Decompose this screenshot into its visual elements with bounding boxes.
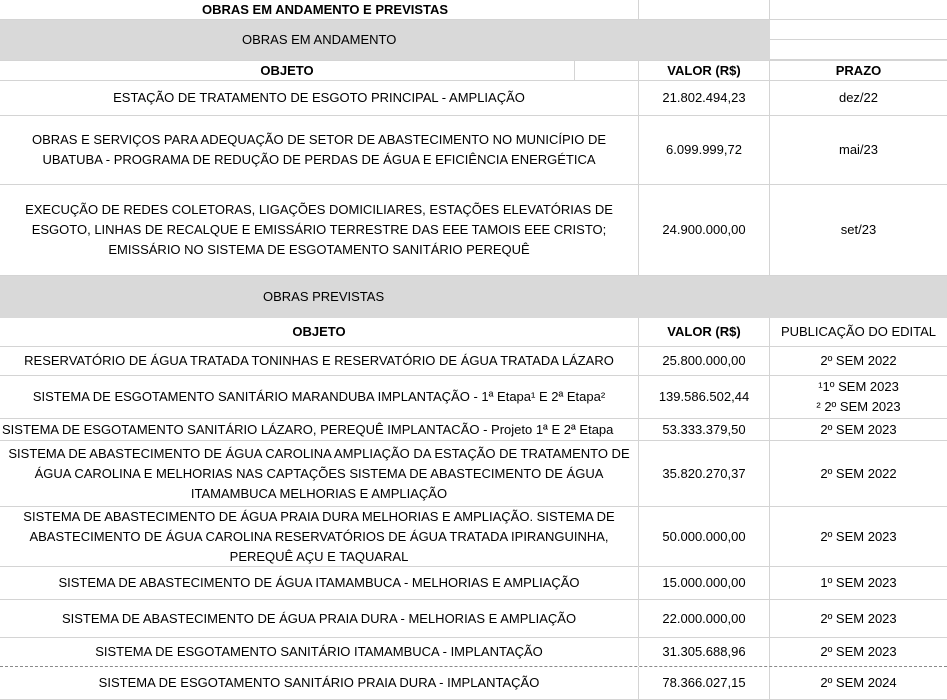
- cell-objeto[interactable]: SISTEMA DE ABASTECIMENTO DE ÁGUA PRAIA DURA - MELHORIAS E AMPLIAÇÃO: [0, 600, 639, 637]
- cell-valor[interactable]: 6.099.999,72: [639, 116, 770, 184]
- cell-valor[interactable]: 78.366.027,15: [639, 667, 770, 699]
- cell-objeto[interactable]: SISTEMA DE ESGOTAMENTO SANITÁRIO PRAIA DURA - IMPLANTAÇÃO: [0, 667, 639, 699]
- table-row: [0, 419, 947, 441]
- cell-publicacao[interactable]: 1º SEM 2023: [820, 575, 897, 590]
- cell-prazo[interactable]: dez/22: [838, 90, 879, 105]
- section-title: OBRAS EM ANDAMENTO: [0, 20, 770, 60]
- cell-publicacao[interactable]: 2º SEM 2023: [820, 644, 897, 659]
- cell-publicacao[interactable]: 2º SEM 2023: [820, 610, 897, 626]
- cell-prazo[interactable]: mai/23: [838, 142, 879, 157]
- table-row: [0, 638, 947, 667]
- table-row: [0, 81, 947, 116]
- table-row: [0, 185, 947, 276]
- cell-objeto[interactable]: SISTEMA DE ABASTECIMENTO DE ÁGUA ITAMAMBUCA - MELHORIAS E AMPLIAÇÃO: [0, 567, 639, 599]
- header-row: [0, 318, 947, 347]
- section-andamento-row: [0, 20, 947, 60]
- empty-cell[interactable]: [575, 61, 639, 80]
- cell-valor[interactable]: 35.820.270,37: [639, 441, 770, 506]
- section-previstas-row: [0, 276, 947, 318]
- cell-publicacao[interactable]: 2º SEM 2024: [820, 675, 897, 690]
- cell-valor[interactable]: 25.800.000,00: [639, 347, 770, 375]
- table-row: [0, 667, 947, 700]
- column-header-objeto: OBJETO: [0, 318, 639, 346]
- column-header-valor: VALOR (R$): [639, 318, 770, 346]
- cell-valor[interactable]: 53.333.379,50: [639, 419, 770, 440]
- cell-valor[interactable]: 15.000.000,00: [639, 567, 770, 599]
- cell-objeto[interactable]: SISTEMA DE ABASTECIMENTO DE ÁGUA CAROLINA AMPLIAÇÃO DA ESTAÇÃO DE TRATAMENTO DE ÁGUA CAROLINA E MELHORIAS NAS CAPTAÇÕES SISTEMA DE ABASTECIMENTO DE ÁGUA ITAMAMBUCA MELHORIAS E AMPLIAÇÃO: [0, 441, 639, 506]
- cell-objeto[interactable]: SISTEMA DE ESGOTAMENTO SANITÁRIO MARANDUBA IMPLANTAÇÃO - 1ª Etapa¹ E 2ª Etapa²: [0, 376, 639, 418]
- cell-objeto[interactable]: SISTEMA DE ABASTECIMENTO DE ÁGUA PRAIA DURA MELHORIAS E AMPLIAÇÃO. SISTEMA DE ABASTECIMENTO DE ÁGUA CAROLINA RESERVATÓRIOS DE ÁGUA TRATADA IPIRANGUINHA, PEREQUÊ AÇU E TAQUARAL: [0, 507, 639, 566]
- table-row: [0, 567, 947, 600]
- column-header-publicacao: PUBLICAÇÃO DO EDITAL: [780, 324, 937, 339]
- cell-valor[interactable]: 139.586.502,44: [639, 376, 770, 418]
- cell-prazo[interactable]: set/23: [840, 222, 877, 237]
- column-header-objeto: OBJETO: [0, 61, 575, 80]
- column-header-prazo: PRAZO: [835, 62, 882, 78]
- table-row: [0, 600, 947, 638]
- cell-objeto[interactable]: ESTAÇÃO DE TRATAMENTO DE ESGOTO PRINCIPAL - AMPLIAÇÃO: [0, 81, 639, 115]
- cell-publicacao[interactable]: 2º SEM 2023: [820, 528, 897, 544]
- header-row: [0, 60, 947, 81]
- cell-objeto[interactable]: SISTEMA DE ESGOTAMENTO SANITÁRIO LÁZARO, PEREQUÊ IMPLANTACÃO - Projeto 1ª E 2ª Etapa: [0, 419, 639, 440]
- cell-valor[interactable]: 50.000.000,00: [639, 507, 770, 566]
- empty-cell[interactable]: [639, 0, 770, 19]
- cell-objeto[interactable]: RESERVATÓRIO DE ÁGUA TRATADA TONINHAS E RESERVATÓRIO DE ÁGUA TRATADA LÁZARO: [0, 347, 639, 375]
- table-row: [0, 507, 947, 567]
- publicacao-etapa-1: ¹1º SEM 2023: [818, 379, 899, 394]
- cell-publicacao[interactable]: 2º SEM 2022: [820, 465, 897, 481]
- column-header-valor: VALOR (R$): [639, 61, 770, 80]
- cell-objeto[interactable]: SISTEMA DE ESGOTAMENTO SANITÁRIO ITAMAMBUCA - IMPLANTAÇÃO: [0, 638, 639, 666]
- table-row: [0, 376, 947, 419]
- table-row: [0, 347, 947, 376]
- cell-objeto[interactable]: EXECUÇÃO DE REDES COLETORAS, LIGAÇÕES DOMICILIARES, ESTAÇÕES ELEVATÓRIAS DE ESGOTO, LINHAS DE RECALQUE E EMISSÁRIO TERRESTRE DAS EEE TAMOIS EEE CRISTO; EMISSÁRIO NO SISTEMA DE ESGOTAMENTO SANITÁRIO PEREQUÊ: [0, 185, 639, 275]
- section-title: OBRAS PREVISTAS: [263, 289, 385, 304]
- publicacao-etapa-2: ² 2º SEM 2023: [816, 399, 901, 414]
- cell-publicacao[interactable]: 2º SEM 2023: [820, 421, 897, 437]
- table-row: [0, 441, 947, 507]
- cell-valor[interactable]: 22.000.000,00: [639, 600, 770, 637]
- cell-valor[interactable]: 24.900.000,00: [639, 185, 770, 275]
- empty-cell[interactable]: [770, 0, 947, 19]
- cell-objeto[interactable]: OBRAS E SERVIÇOS PARA ADEQUAÇÃO DE SETOR DE ABASTECIMENTO NO MUNICÍPIO DE UBATUBA - PROGRAMA DE REDUÇÃO DE PERDAS DE ÁGUA E EFICIÊNCIA ENERGÉTICA: [0, 116, 639, 184]
- gridline: [770, 39, 947, 40]
- cell-valor[interactable]: 21.802.494,23: [639, 81, 770, 115]
- cell-valor[interactable]: 31.305.688,96: [639, 638, 770, 666]
- title-row: [0, 0, 947, 20]
- table-row: [0, 116, 947, 185]
- sheet-title: OBRAS EM ANDAMENTO E PREVISTAS: [0, 0, 639, 19]
- cell-publicacao[interactable]: [770, 376, 947, 418]
- cell-publicacao[interactable]: 2º SEM 2022: [820, 353, 897, 368]
